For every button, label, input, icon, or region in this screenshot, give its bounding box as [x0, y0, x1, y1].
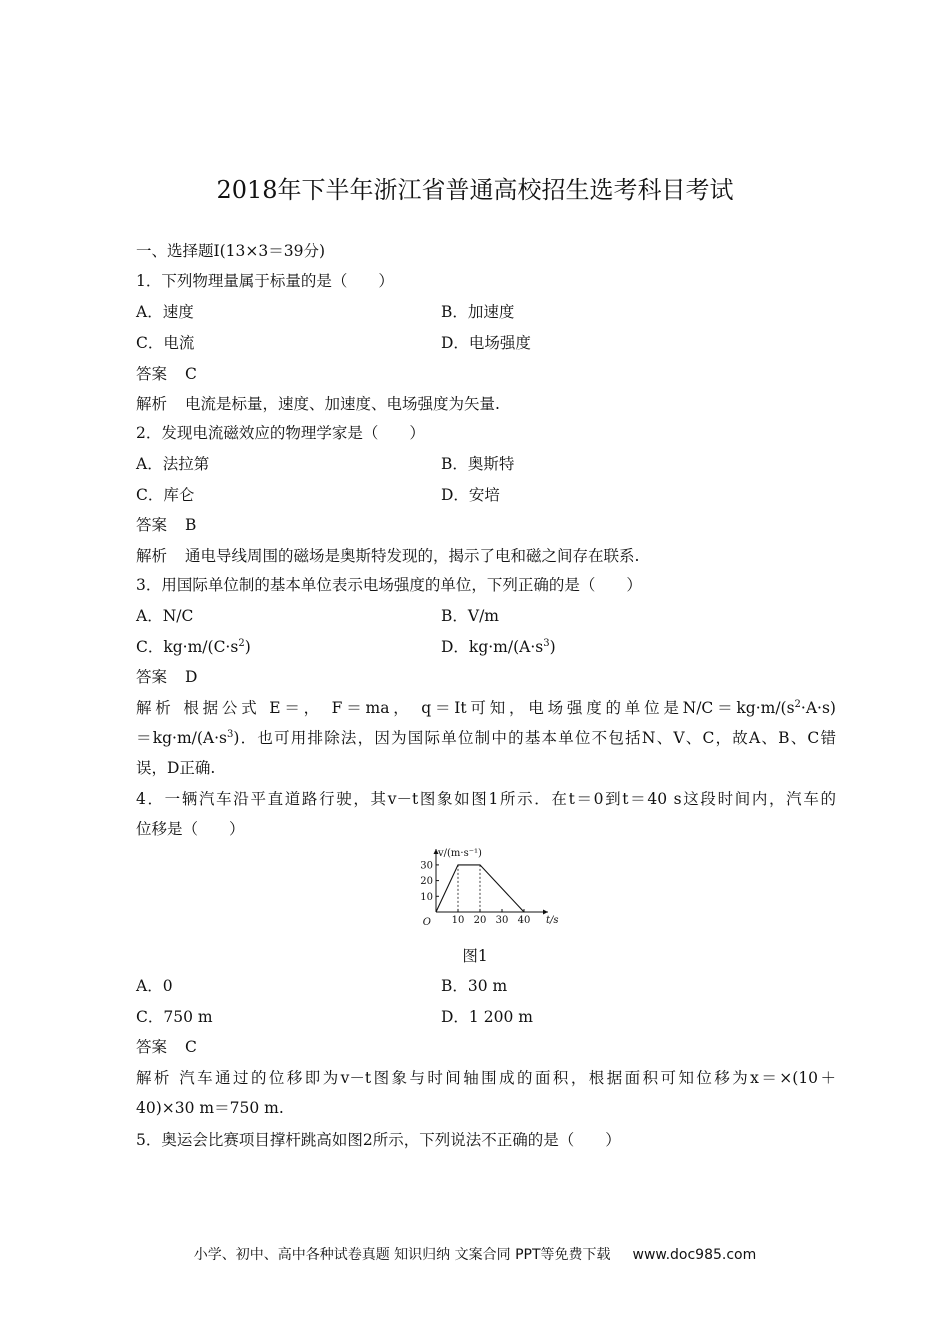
- analysis-text: 电流是标量，速度、加速度、电场强度为矢量.: [185, 395, 500, 413]
- analysis-label: 解析: [136, 1069, 172, 1087]
- q4-option-a: A．0: [136, 977, 173, 995]
- footer-text: 小学、初中、高中各种试卷真题 知识归纳 文案合同 PPT等免费下载: [193, 1247, 611, 1263]
- answer-value: C: [185, 365, 197, 383]
- q2-stem: 2．发现电流磁效应的物理学家是（ ）: [136, 424, 425, 442]
- x-tick-label: 40: [517, 915, 531, 926]
- y-tick-label: 10: [420, 891, 433, 903]
- page-footer: [0, 1244, 950, 1264]
- q3-option-b: B．V/m: [441, 607, 500, 625]
- vt-graph: [410, 845, 560, 935]
- q4-option-b: B．30 m: [441, 977, 508, 995]
- answer-label: 答案: [136, 1038, 168, 1056]
- q3-option-a: A．N/C: [136, 607, 194, 625]
- q4-analysis-line-1: [136, 1068, 836, 1088]
- answer-label: 答案: [136, 365, 168, 383]
- q2-option-a: A．法拉第: [136, 455, 210, 473]
- answer-label: 答案: [136, 668, 168, 686]
- x-axis-arrow: [543, 910, 548, 915]
- q2-answer: [136, 515, 196, 535]
- analysis-text: [421, 699, 836, 717]
- answer-value: B: [185, 516, 197, 534]
- q1-stem: 1．下列物理量属于标量的是（ ）: [136, 272, 394, 290]
- analysis-label: 解析: [136, 547, 168, 565]
- q3-analysis-line-2: [136, 728, 836, 748]
- q2-option-c: C．库仑: [136, 486, 195, 504]
- x-axis-label: t/s: [546, 915, 559, 926]
- x-tick-label: 20: [473, 915, 487, 926]
- q4-option-c: C．750 m: [136, 1008, 213, 1026]
- analysis-label: 解析: [136, 395, 168, 413]
- analysis-text: )．也可用排除法，因为国际单位制中的基本单位不包括N、V、C，故A、B、C错: [233, 729, 836, 747]
- analysis-text: 汽车通过的位移即为v－t图象与时间轴围成的面积，根据面积可知位移为x＝×(10＋: [179, 1069, 836, 1087]
- analysis-text: ·A·s): [800, 699, 836, 717]
- q2-analysis: [136, 546, 639, 566]
- q1-option-a: A．速度: [136, 303, 194, 321]
- x-tick-label: 10: [451, 915, 465, 926]
- q3-option-c: [136, 637, 251, 657]
- answer-value: C: [185, 1038, 197, 1056]
- x-tick-label: 30: [495, 915, 509, 926]
- y-tick-label: 30: [420, 860, 433, 872]
- analysis-text: F＝ma，: [331, 699, 413, 717]
- q4-option-d: D．1 200 m: [441, 1008, 533, 1026]
- section-heading: 一、选择题Ⅰ(13×3＝39分): [136, 242, 326, 260]
- q4-answer: [136, 1037, 197, 1057]
- analysis-text: E＝，: [269, 699, 323, 717]
- q4-stem-line-1: 4．一辆汽车沿平直道路行驶，其v－t图象如图1所示．在t＝0到t＝40 s这段时间内，汽车的: [136, 790, 836, 808]
- analysis-text: ＝kg·m/(A·s: [136, 729, 227, 747]
- y-tick-label: 20: [420, 876, 433, 888]
- y-axis-label: v/(m·s⁻¹): [438, 848, 482, 859]
- answer-value: D: [185, 668, 198, 686]
- superscript: 2: [238, 637, 245, 649]
- q3-answer: [136, 667, 197, 687]
- q4-analysis-line-2: 40)×30 m＝750 m.: [136, 1099, 284, 1117]
- q3-analysis-line-3: 误，D正确.: [136, 759, 216, 777]
- q1-analysis: [136, 394, 500, 414]
- analysis-text: 通电导线周围的磁场是奥斯特发现的，揭示了电和磁之间存在联系.: [185, 547, 640, 565]
- q2-option-d: D．安培: [441, 486, 500, 504]
- q1-option-b: B．加速度: [441, 303, 515, 321]
- q3-option-d: [441, 637, 556, 657]
- analysis-text: 根据公式: [183, 699, 261, 717]
- q2-option-b: B．奥斯特: [441, 455, 515, 473]
- option-text: ): [549, 638, 556, 656]
- superscript: 2: [794, 698, 801, 710]
- origin-label: O: [422, 917, 431, 928]
- q4-stem-line-2: 位移是（ ）: [136, 820, 245, 838]
- figure-caption: 图1: [462, 947, 488, 965]
- option-text: C．kg·m/(C·s: [136, 638, 239, 656]
- q1-answer: [136, 364, 197, 384]
- answer-label: 答案: [136, 516, 168, 534]
- q1-option-c: C．电流: [136, 334, 195, 352]
- q3-stem: 3．用国际单位制的基本单位表示电场强度的单位，下列正确的是（ ）: [136, 576, 642, 594]
- superscript: 3: [543, 637, 550, 649]
- superscript: 3: [227, 728, 234, 740]
- option-text: ): [244, 638, 251, 656]
- footer-url[interactable]: www.doc985.com: [632, 1247, 757, 1263]
- option-text: D．kg·m/(A·s: [441, 638, 544, 656]
- analysis-label: 解析: [136, 699, 175, 717]
- analysis-text: q＝It可知，电场强度的单位是N/C＝kg·m/(s: [421, 699, 795, 717]
- q1-option-d: D．电场强度: [441, 334, 531, 352]
- page-title: 2018年下半年浙江省普通高校招生选考科目考试: [216, 176, 734, 204]
- q3-analysis-line-1: [136, 698, 836, 718]
- q5-stem: 5．奥运会比赛项目撑杆跳高如图2所示，下列说法不正确的是（ ）: [136, 1131, 621, 1149]
